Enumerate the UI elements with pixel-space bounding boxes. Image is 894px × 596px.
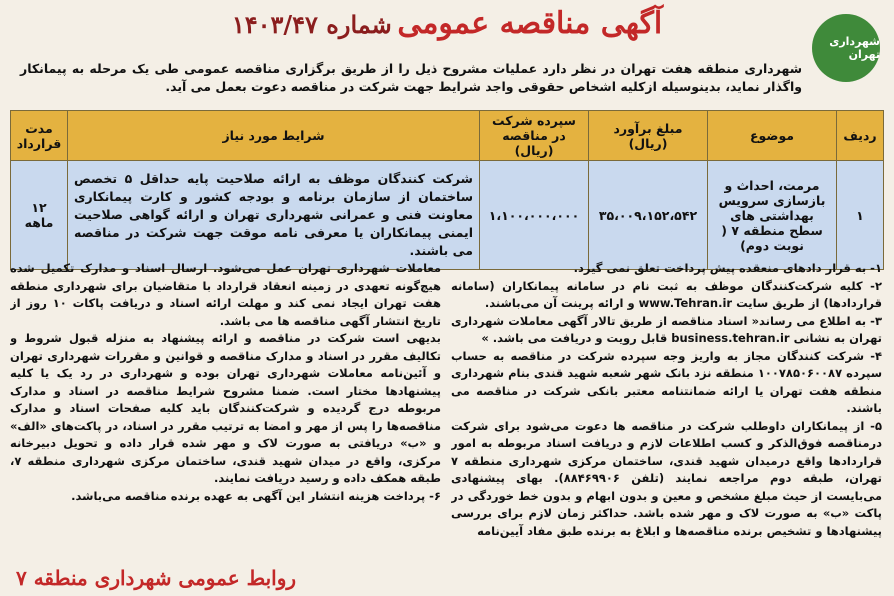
cell-subject: مرمت، احداث و بازسازی سرویس بهداشتی های سطح منطقه ۷ ( نوبت دوم) xyxy=(708,161,837,270)
cell-estimate: ۳۵،۰۰۹،۱۵۲،۵۴۲ xyxy=(589,161,708,270)
header-subject: موضوع xyxy=(708,111,837,161)
cell-row-number: ۱ xyxy=(837,161,884,270)
body-right-column xyxy=(451,260,882,560)
table-header-row xyxy=(11,111,884,161)
header-duration: مدت قرارداد xyxy=(11,111,68,161)
header-requirements: شرایط مورد نیاز xyxy=(68,111,480,161)
header-row-number: ردیف xyxy=(837,111,884,161)
page-title xyxy=(120,6,774,41)
clause-conditions: بدیهی است شرکت در مناقصه و ارائه پیشنهاد به منزله قبول شروط و تکالیف مقرر در اسناد و مدارک مناقصه و قوانین و مقررات شهرداری تهران و آئین‌نامه معاملات شهرداری تهران بوده و شهرداری در رد یک یا کلیه پیشنهادها مختار است. ضمنا مشروح شرایط مناقصه در اسناد و مدارک مربوطه درج گردیده و شرکت‌کنندگان باید کلیه صفحات اسناد و مدارک مناقصه‌ها را پس از مهر و امضا به ترتیب مقرر در اسناد، در پاکت‌های «الف» و «ب» دریافتی به صورت لاک و مهر شده قرار داده و تحویل دبیرخانه مرکزی، واقع در میدان شهید قندی، ساختمان مرکزی شهرداری منطقه ۷، طبقه همکف داده و رسید دریافت نمایند. xyxy=(10,331,441,485)
title-main: آگهی مناقصه عمومی xyxy=(397,6,663,41)
body-left-column xyxy=(10,260,441,560)
table-row xyxy=(11,161,884,270)
logo-text: شهرداری تهران xyxy=(829,35,880,61)
clause-5: ۵- از پیمانکاران داوطلب شرکت در مناقصه ها دعوت می‌شود برای شرکت درمناقصه فوق‌الذکر و کسب اطلاعات لازم و دریافت اسناد مربوطه به امور قراردادها واقع درمیدان شهید قندی، ساختمان مرکزی شهرداری منطقه ۷ تهران، طبقه دوم مراجعه نمایند (تلفن ۸۸۴۶۹۹۰۶). بهای پیشنهادی می‌بایست از حیث مبلغ مشخص و معین و بدون ابهام و بدون خط خوردگی در پاکت «ب» به صورت لاک و مهر شده باشد. حداکثر زمان لازم برای بررسی پیشنهادها و تشخیص برنده مناقصه‌ها و ابلاغ به برنده طبق مفاد آیین‌نامه xyxy=(451,418,882,538)
clause-3: ۳- به اطلاع می رساند« اسناد مناقصه از طریق تالار آگهی معاملات شهرداری تهران به نشانی business.tehran.ir قابل رویت و دریافت می باشد. » xyxy=(451,313,882,345)
cell-deposit: ۱،۱۰۰،۰۰۰،۰۰۰ xyxy=(480,161,589,270)
clause-1: ۱- به قرار دادهای منعقده پیش پرداخت تعلق نمی گیرد. xyxy=(573,261,882,275)
clause-6: ۶- پرداخت هزینه انتشار این آگهی به عهده برنده مناقصه می‌باشد. xyxy=(71,488,441,503)
municipality-logo xyxy=(812,14,880,82)
footer-signature: روابط عمومی شهرداری منطقه ۷ xyxy=(16,566,297,590)
clause-2: ۲- کلیه شرکت‌کنندگان موظف به ثبت نام در سامانه پیمانکاران (سامانه قراردادها) از طریق سایت www.Tehran.ir و ارائه پرینت آن می‌باشند. xyxy=(451,278,882,310)
header-deposit: سپرده شرکت در مناقصه (ریال) xyxy=(480,111,589,161)
cell-requirements: شرکت کنندگان موظف به ارائه صلاحیت پایه حداقل ۵ تخصص ساختمان از سازمان برنامه و بودجه کشور و کارت پیمانکاری معاونت فنی و عمرانی شهرداری تهران و ارائه گواهی صلاحیت ایمنی پیمانکاران یا معرفی نامه موقت جهت شرکت در مناقصه می باشند. xyxy=(68,161,480,270)
tender-table xyxy=(10,110,884,270)
cell-duration: ۱۲ ماهه xyxy=(11,161,68,270)
intro-paragraph: شهرداری منطقه هفت تهران در نظر دارد عملیات مشروح ذیل را از طریق برگزاری مناقصه عمومی طی یک مرحله به پیمانکار واگذار نماید، بدینوسیله ازکلیه اشخاص حقوقی واجد شرایط جهت شرکت در مناقصه دعوت بعمل می آید. xyxy=(20,61,802,94)
header-estimate: مبلغ برآورد (ریال) xyxy=(589,111,708,161)
clause-4: ۴- شرکت کنندگان مجاز به واریز وجه سپرده شرکت در مناقصه به حساب سپرده ۱۰۰۷۸۵۰۶۰۰۸۷ منطقه نزد بانک شهر شعبه شهید قندی بنام شهرداری منطقه هفت تهران یا ارائه ضمانتنامه معتبر بانکی شرکت در مناقصه می باشند. xyxy=(451,348,882,415)
clause-5-continued: معاملات شهرداری تهران عمل می‌شود. ارسال اسناد و مدارک تکمیل شده هیچ‌گونه تعهدی در زمینه انعقاد قرارداد با متقاضیان برای شهرداری منطقه هفت تهران ایجاد نمی کند و مهلت ارائه اسناد و دریافت پاکات ۱۰ روز از تاریخ انتشار آگهی مناقصه ها می باشد. xyxy=(10,261,441,328)
body-columns xyxy=(10,260,882,560)
title-number: شماره ۱۴۰۳/۴۷ xyxy=(231,10,392,39)
